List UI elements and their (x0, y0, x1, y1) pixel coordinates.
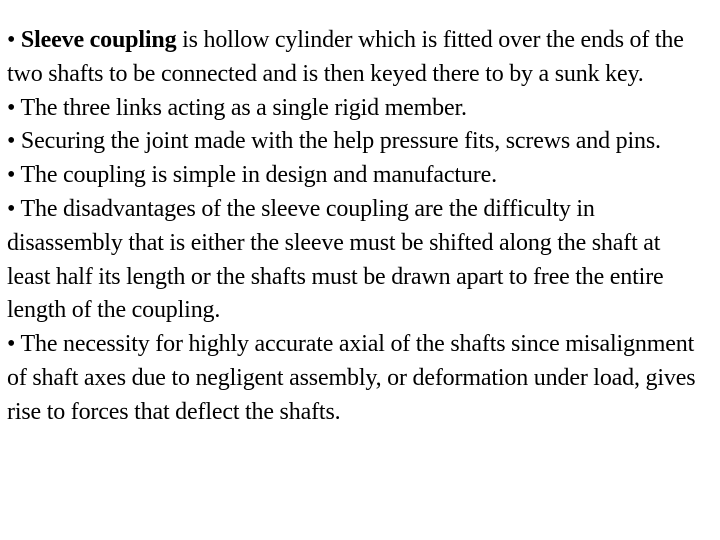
bullet-marker: • (7, 195, 21, 222)
bullet-marker: • (7, 331, 21, 358)
bullet-sleeve-coupling-definition (7, 24, 697, 92)
bullet-text: The coupling is simple in design and manufacture. (20, 162, 497, 189)
bullet-axial-accuracy (7, 328, 697, 429)
bullet-text: Securing the joint made with the help pressure fits, screws and pins. (20, 128, 661, 155)
bullet-text: The disadvantages of the sleeve coupling are the difficulty in disassembly that is either the sleeve must be shifted along the shaft at least half its length or the shafts must be drawn apart to free the entire length of the coupling. (7, 195, 664, 324)
bullet-rigid-member (7, 92, 697, 126)
bullet-marker: • (7, 27, 21, 53)
bullet-lead-term: Sleeve coupling (20, 27, 177, 53)
bullet-simple-design (7, 159, 697, 193)
bullet-text: The necessity for highly accurate axial of the shafts since misalignment of shaft axes due to negligent assembly, or deformation under load, gives rise to forces that deflect the shafts. (7, 331, 696, 425)
bullet-marker: • (7, 162, 21, 189)
bullet-securing-joint (7, 125, 697, 159)
bullet-text: is hollow cylinder which is fitted over the ends of the two shafts to be connected and is then keyed there to by a sunk key. (7, 27, 684, 87)
bullet-marker: • (7, 94, 21, 121)
bullet-text: The three links acting as a single rigid member. (20, 94, 467, 121)
bullet-disadvantages (7, 193, 697, 328)
bullet-marker: • (7, 128, 21, 155)
bullet-list (7, 24, 697, 430)
